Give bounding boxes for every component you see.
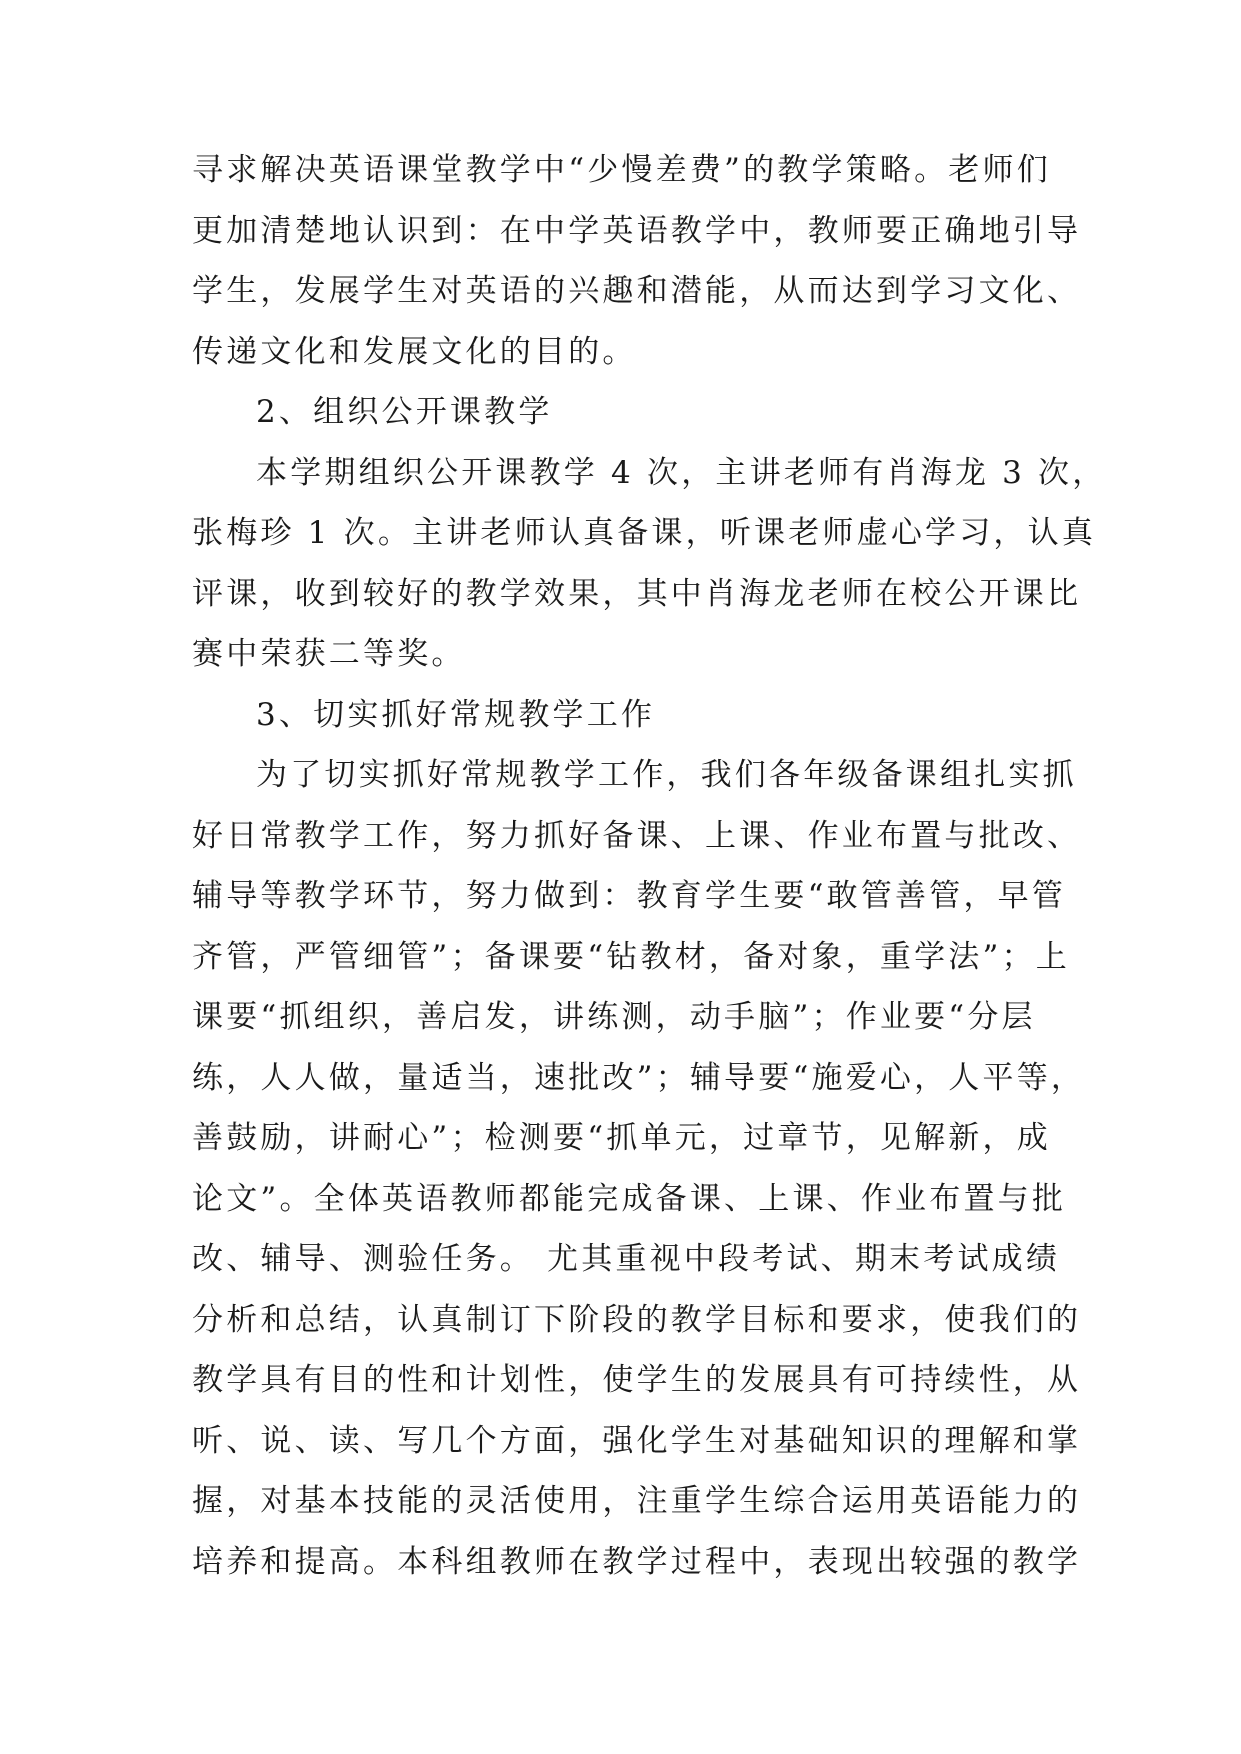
text-line: 握，对基本技能的灵活使用，注重学生综合运用英语能力的	[192, 1483, 1082, 1519]
text-line: 改、辅导、测验任务。 尤其重视中段考试、期末考试成绩	[192, 1241, 1061, 1277]
text-line: 辅导等教学环节，努力做到：教育学生要“敢管善管，早管	[192, 878, 1067, 914]
text-line: 好日常教学工作，努力抓好备课、上课、作业布置与批改、	[192, 817, 1082, 854]
section-heading: 2、组织公开课教学	[256, 394, 553, 430]
text-line: 培养和提高。本科组教师在教学过程中，表现出较强的教学	[192, 1543, 1082, 1580]
text-line: 练，人人做，量适当，速批改”；辅导要“施爱心，人平等，	[192, 1059, 1086, 1096]
text-line: 张梅珍 1 次。主讲老师认真备课，听课老师虚心学习，认真	[192, 515, 1097, 551]
text-line: 更加清楚地认识到：在中学英语教学中，教师要正确地引导	[192, 212, 1082, 249]
text-line: 传递文化和发展文化的目的。	[192, 333, 637, 370]
text-line: 齐管，严管细管”；备课要“钻教材，备对象，重学法”；上	[192, 938, 1070, 975]
text-line: 教学具有目的性和计划性，使学生的发展具有可持续性，从	[192, 1362, 1082, 1398]
section-heading: 3、切实抓好常规教学工作	[256, 696, 656, 733]
document-page	[192, 140, 1107, 1592]
text-line: 赛中荣获二等奖。	[192, 636, 466, 672]
text-line: 评课，收到较好的教学效果，其中肖海龙老师在校公开课比	[192, 575, 1082, 612]
paragraph-first-line: 本学期组织公开课教学 4 次，主讲老师有肖海龙 3 次，	[256, 454, 1107, 491]
text-line: 寻求解决英语课堂教学中“少慢差费”的教学策略。老师们	[192, 152, 1051, 188]
text-line: 分析和总结，认真制订下阶段的教学目标和要求，使我们的	[192, 1301, 1082, 1338]
text-line: 听、说、读、写几个方面，强化学生对基础知识的理解和掌	[192, 1422, 1082, 1459]
paragraph-first-line: 为了切实抓好常规教学工作，我们各年级备课组扎实抓	[256, 757, 1077, 793]
text-line: 善鼓励，讲耐心”；检测要“抓单元，过章节，见解新，成	[192, 1120, 1051, 1156]
text-line: 论文”。全体英语教师都能完成备课、上课、作业布置与批	[192, 1180, 1067, 1217]
text-line: 课要“抓组织，善启发，讲练测，动手脑”；作业要“分层	[192, 999, 1036, 1035]
text-line: 学生，发展学生对英语的兴趣和潜能，从而达到学习文化、	[192, 273, 1082, 309]
